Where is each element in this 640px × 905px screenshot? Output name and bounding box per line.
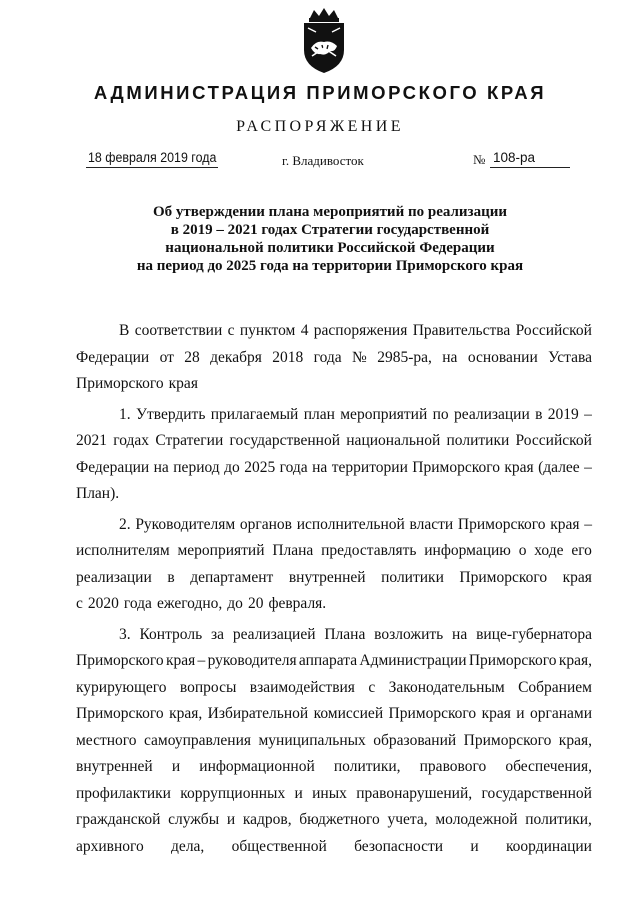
body-word: политики — [446, 432, 510, 449]
body-word: информацию — [424, 542, 511, 559]
body-word: – — [584, 458, 592, 476]
body-word: вице-губернатора — [476, 625, 592, 643]
body-line — [76, 512, 592, 539]
title-line: Об утверждении плана мероприятий по реализации — [152, 204, 508, 220]
body-word: 2018 — [272, 348, 304, 366]
body-word: его — [571, 542, 592, 559]
body-word: профилактики — [76, 784, 171, 802]
body-word: – — [584, 405, 592, 423]
body-word: политики, — [525, 811, 592, 828]
body-word: края — [562, 568, 592, 586]
body-word: декабря — [210, 348, 262, 366]
body-word: безопасности — [354, 837, 444, 855]
body-word: соответствии — [134, 322, 223, 339]
body-line — [76, 701, 592, 728]
title-line: в 2019 – 2021 годах Стратегии государственной — [170, 222, 490, 238]
body-word: возложить — [374, 625, 444, 643]
body-word: и — [226, 811, 236, 828]
body-word: внутренней — [288, 568, 366, 586]
body-word: на — [452, 625, 468, 643]
body-word: Собранием — [518, 678, 592, 696]
body-word: края — [481, 705, 511, 722]
body-word: власти — [409, 515, 454, 533]
body-word: 1. — [119, 405, 131, 423]
body-word: Избирательной — [207, 705, 309, 722]
body-word: бюджетного — [299, 811, 380, 828]
body-word: образований — [373, 731, 457, 749]
body-word: Федерации — [76, 458, 150, 476]
body-word: кадров, — [242, 811, 292, 828]
body-line — [76, 428, 592, 455]
number-label: № — [473, 152, 486, 167]
body-word: Руководителям — [135, 515, 236, 533]
body-word: аппарата — [298, 652, 358, 669]
body-word: исполнителям — [76, 542, 170, 559]
body-line — [76, 622, 592, 649]
body-word: 3. — [119, 625, 131, 643]
body-word: Приморского — [463, 731, 552, 749]
coat-of-arms-icon — [294, 6, 354, 76]
body-word: Приморского — [412, 458, 500, 476]
body-word: 2. — [119, 515, 131, 533]
body-word: 2020 — [87, 595, 119, 612]
body-word: исполнительной — [296, 515, 405, 533]
body-word: распоряжения — [313, 322, 408, 339]
title-line: национальной политики Российской Федерации — [165, 240, 495, 256]
body-word: органов — [239, 515, 292, 533]
body-word: Приморского — [76, 652, 164, 669]
body-word: коррупционных — [180, 784, 286, 802]
body-word: и — [294, 784, 303, 802]
body-word: Правительства — [412, 322, 511, 339]
body-word: Стратегии — [155, 432, 224, 449]
body-line — [76, 675, 592, 702]
body-line — [76, 728, 592, 755]
body-word: Федерации — [76, 348, 150, 366]
body-word: Приморского — [459, 568, 548, 586]
body-word: мероприятий — [177, 542, 265, 559]
body-word: (далее — [538, 458, 580, 476]
body-word: План). — [76, 485, 120, 502]
body-word: реализации — [76, 568, 152, 586]
body-word: информационной — [199, 758, 315, 775]
body-word: службы — [168, 811, 220, 828]
body-word: самоуправления — [143, 731, 252, 749]
body-word: о — [518, 542, 527, 559]
body-word: учета, — [387, 811, 428, 828]
body-word: Приморского — [76, 705, 164, 722]
body-word: Плана — [272, 542, 314, 559]
body-word: от — [159, 348, 174, 366]
body-word: координации — [505, 837, 592, 855]
body-word: политики — [381, 568, 444, 586]
body-line — [76, 754, 592, 781]
body-word: 2019 — [547, 405, 579, 423]
body-word: мероприятий — [340, 405, 428, 423]
date-underline — [86, 167, 218, 168]
body-word: дела, — [171, 837, 205, 855]
body-word: годах — [113, 432, 150, 449]
body-word: Приморского — [468, 652, 557, 669]
document-date: 18 февраля 2019 года — [88, 150, 217, 165]
body-line — [76, 591, 592, 618]
body-word: Контроль — [139, 625, 203, 643]
body-word: территории — [331, 458, 408, 476]
body-word: муниципальных — [258, 731, 366, 749]
body-word: и — [516, 705, 525, 722]
body-word: гражданской — [76, 811, 161, 828]
body-word: Утвердить — [135, 405, 206, 423]
body-line — [76, 371, 592, 398]
body-word: и — [171, 758, 181, 775]
body-word: Администрации — [359, 652, 467, 669]
body-word: Плана — [324, 625, 366, 643]
body-word: на — [442, 348, 458, 366]
body-word: февраля. — [268, 595, 327, 612]
number-underline — [490, 167, 570, 168]
body-line — [76, 402, 592, 429]
document-title — [90, 203, 570, 275]
organization-name: АДМИНИСТРАЦИЯ ПРИМОРСКОГО КРАЯ — [93, 82, 547, 103]
body-word: курирующего — [76, 678, 167, 696]
body-word: и — [470, 837, 479, 855]
body-word: основании — [467, 348, 538, 366]
body-word: ходе — [534, 542, 564, 559]
body-word: Российской — [515, 322, 592, 339]
body-word: 2025 — [244, 458, 276, 476]
document-meta — [0, 150, 640, 174]
body-word: политики, — [333, 758, 401, 775]
body-word: государственной — [481, 784, 592, 802]
document-city: г. Владивосток — [282, 153, 364, 168]
body-word: с — [227, 322, 235, 339]
body-word: национальной — [346, 432, 441, 449]
body-word: 4 — [300, 322, 309, 339]
body-word: края, — [558, 652, 592, 669]
body-word: Приморского — [76, 375, 164, 392]
document-type: РАСПОРЯЖЕНИЕ — [236, 118, 404, 135]
body-word: реализации — [454, 405, 530, 423]
body-word: молодежной — [435, 811, 518, 828]
body-word: общественной — [231, 837, 327, 855]
body-word: органами — [529, 705, 592, 722]
body-word: – — [584, 515, 592, 533]
body-word: до — [227, 595, 243, 612]
body-word: до — [224, 458, 240, 476]
body-word: края, — [558, 731, 592, 749]
body-word: Приморского — [388, 705, 477, 722]
body-line — [76, 565, 592, 592]
body-word: вопросы — [179, 678, 237, 696]
body-word: руководителя — [207, 652, 297, 669]
body-word: 2021 — [76, 432, 107, 449]
document-number: 108-ра — [493, 150, 536, 165]
body-word: края — [165, 652, 196, 669]
body-word: края — [504, 458, 534, 476]
body-word: период — [173, 458, 220, 476]
body-line — [76, 481, 592, 508]
body-word: по — [432, 405, 449, 423]
body-word: 28 — [184, 348, 200, 366]
body-word: Российской — [515, 432, 592, 449]
body-word: 2985-ра, — [377, 348, 432, 366]
body-word: в — [535, 405, 543, 423]
body-word: № — [352, 348, 367, 366]
body-word: 20 — [247, 595, 264, 612]
body-word: правового — [419, 758, 487, 775]
body-word: с — [76, 595, 83, 612]
body-word: правонарушений, — [356, 784, 473, 802]
body-line — [76, 807, 592, 834]
body-word: пунктом — [239, 322, 296, 339]
body-word: государственной — [229, 432, 340, 449]
body-line — [76, 538, 592, 565]
body-line — [76, 781, 592, 808]
body-word: ежегодно, — [156, 595, 223, 612]
body-word: обеспечения, — [505, 758, 592, 775]
body-word: на — [312, 458, 328, 476]
body-word: на — [153, 458, 169, 476]
body-word: местного — [76, 731, 137, 749]
body-word: Устава — [548, 348, 592, 366]
title-line: на период до 2025 года на территории Приморского края — [136, 258, 524, 274]
body-word: края — [550, 515, 580, 533]
body-word: комиссией — [313, 705, 384, 722]
body-word: года — [313, 348, 342, 366]
body-word: внутренней — [76, 758, 153, 775]
body-word: прилагаемый — [210, 405, 299, 423]
body-line — [76, 834, 592, 861]
body-word: Приморского — [457, 515, 546, 533]
body-line — [76, 318, 592, 345]
body-word: года — [279, 458, 308, 476]
body-word: края — [168, 375, 198, 392]
body-word: за — [211, 625, 225, 643]
body-word: архивного — [76, 837, 144, 855]
body-word: Законодательным — [388, 678, 505, 696]
body-word: взаимодействия — [249, 678, 355, 696]
body-line — [76, 345, 592, 372]
body-line — [76, 455, 592, 482]
body-word: план — [303, 405, 335, 423]
body-word: в — [167, 568, 175, 586]
body-word: с — [368, 678, 376, 696]
body-word: департамент — [190, 568, 274, 586]
body-line — [76, 648, 592, 675]
body-word: предоставлять — [321, 542, 417, 559]
body-word: иных — [312, 784, 347, 802]
body-word: – — [197, 652, 206, 669]
body-word: края, — [169, 705, 203, 722]
body-word: реализацией — [232, 625, 316, 643]
body-word: В — [119, 322, 130, 339]
document-body — [76, 318, 592, 860]
body-word: года — [123, 595, 152, 612]
